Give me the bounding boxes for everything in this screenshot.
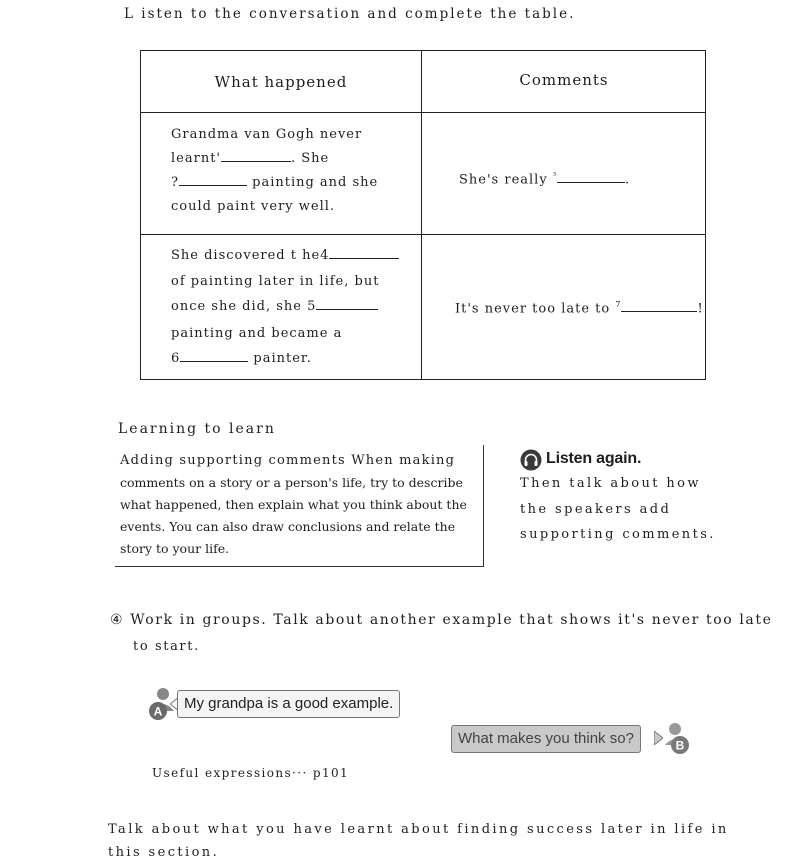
listen-again-line: Then talk about how xyxy=(520,476,701,491)
blank-6[interactable] xyxy=(180,349,248,362)
dialogue-bubble-b: What makes you think so? xyxy=(451,725,641,753)
learning-box-border-right xyxy=(483,445,484,567)
row2-line3: once she did, she 5 xyxy=(171,294,411,319)
row1-line2: learnt' . She xyxy=(171,151,330,166)
speaker-b-label: B xyxy=(675,738,685,753)
table-row-divider xyxy=(141,112,705,113)
blank-1[interactable] xyxy=(221,149,291,162)
speaker-a-label: A xyxy=(153,704,163,719)
headphones-icon xyxy=(520,449,542,471)
useful-expressions-ref: Useful expressions··· p101 xyxy=(152,766,350,780)
row1-line4: could paint very well. xyxy=(171,199,336,214)
header-comments: Comments xyxy=(519,71,609,89)
row2-what-happened xyxy=(171,243,411,371)
listen-again-line: supporting comments. xyxy=(520,527,716,542)
task-4-instruction-cont: to start. xyxy=(133,639,200,654)
learning-to-learn-title: Learning to learn xyxy=(118,421,276,437)
task-number: ④ xyxy=(110,612,125,628)
instruction: L isten to the conversation and complete the table. xyxy=(124,6,576,22)
dialogue-bubble-a: My grandpa is a good example. xyxy=(177,690,400,718)
row1-line3: ? painting and she xyxy=(171,175,379,190)
row2-line2: of painting later in life, but xyxy=(171,274,380,289)
blank-2[interactable] xyxy=(179,173,247,186)
listen-again-line: the speakers add xyxy=(520,502,672,517)
learning-box-border-bottom xyxy=(115,566,484,567)
blank-7[interactable] xyxy=(621,299,697,312)
conversation-table xyxy=(140,50,706,380)
header-what-happened: What happened xyxy=(214,73,348,91)
blank-4[interactable] xyxy=(329,246,399,259)
learning-tip-text: Adding supporting comments When making comments on a story or a person's life, try to describe what happened, then explain what you think about the events. You can also draw conclusions and relate the story to your life. xyxy=(120,453,467,556)
blank-5[interactable] xyxy=(316,297,378,310)
blank-3[interactable] xyxy=(557,170,625,183)
row2-line1: She discovered t he4 xyxy=(171,243,411,268)
footer-line-1: Talk about what you have learnt about finding success later in life in xyxy=(108,822,729,837)
speaker-b-avatar-icon xyxy=(663,721,693,755)
listen-again-title: Listen again. xyxy=(546,450,642,467)
row2-comment: It's never too late to $^7$ ! xyxy=(455,300,704,317)
footer-line-2: this section. xyxy=(108,845,220,860)
row2-line4: painting and became a xyxy=(171,326,343,341)
task-4-instruction: ④ Work in groups. Talk about another example that shows it's never too late xyxy=(110,612,773,628)
table-column-divider xyxy=(421,51,422,379)
table-row-divider xyxy=(141,234,705,235)
row1-line1: Grandma van Gogh never xyxy=(171,127,363,142)
bubble-b-pointer xyxy=(654,731,663,745)
row1-what-happened xyxy=(171,123,411,219)
row2-line5: 6 painter. xyxy=(171,351,312,366)
row1-comment: She's really $^{^3}$ . xyxy=(459,171,631,188)
